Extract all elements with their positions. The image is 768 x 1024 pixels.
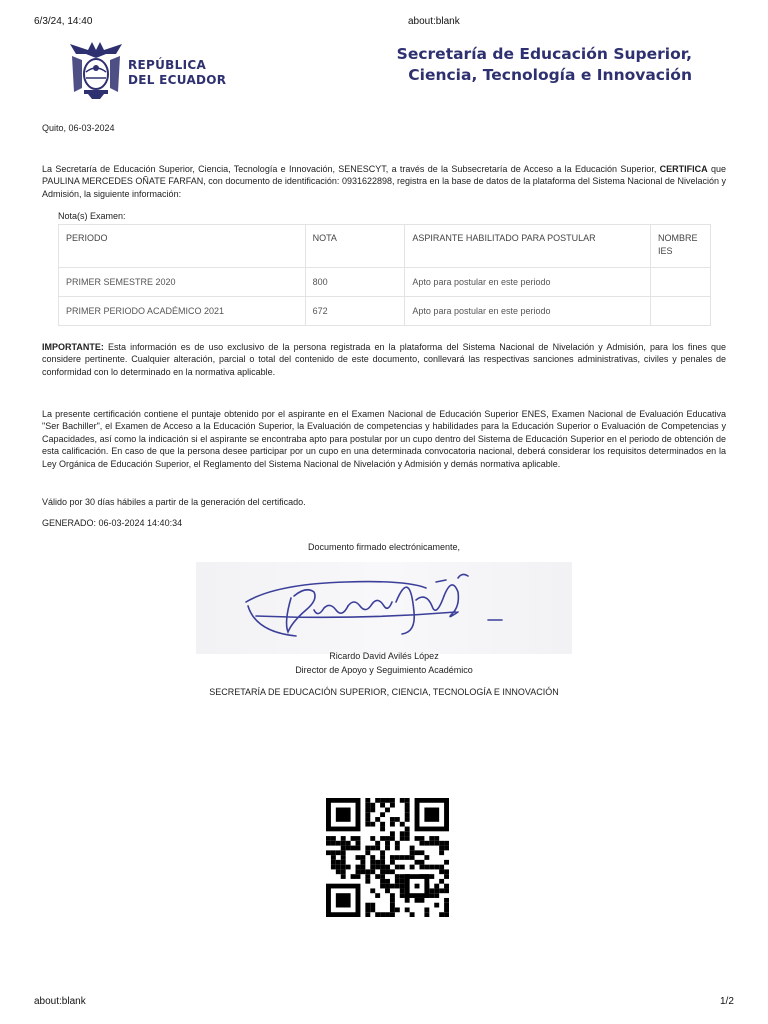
intro-text-2: que PAULINA MERCEDES OÑATE FARFAN, con documento de identificación: 0931622898, registra en la base de datos de la plataforma del Sistema Nacional de Nivelación y Admisión, la siguiente información:	[42, 164, 726, 199]
generated-timestamp: GENERADO: 06-03-2024 14:40:34	[42, 518, 183, 528]
signer-title: Director de Apoyo y Seguimiento Académico	[295, 665, 473, 675]
row-ies	[650, 297, 710, 326]
table-row	[59, 268, 711, 297]
signature-graphic	[196, 562, 572, 654]
row-nota: 800	[305, 268, 405, 297]
header-nota: NOTA	[305, 225, 405, 268]
header-aspirante: ASPIRANTE HABILITADO PARA POSTULAR	[405, 225, 651, 268]
important-paragraph	[42, 341, 726, 378]
signer-name: Ricardo David Avilés López	[329, 651, 439, 661]
institution-name: SECRETARÍA DE EDUCACIÓN SUPERIOR, CIENCIA, TECNOLOGÍA E INNOVACIÓN	[209, 687, 559, 697]
ministry-line-1: Secretaría de Educación Superior,	[396, 45, 692, 63]
row-aspirante: Apto para postular en este periodo	[405, 297, 651, 326]
ministry-line-2: Ciencia, Tecnología e Innovación	[408, 66, 692, 84]
notes-label: Nota(s) Examen:	[58, 211, 126, 221]
row-periodo: PRIMER SEMESTRE 2020	[59, 268, 306, 297]
ministry-title	[397, 44, 692, 86]
country-line-1: REPÚBLICA	[128, 58, 207, 72]
certification-paragraph: La presente certificación contiene el puntaje obtenido por el aspirante en el Examen Nacional de Educación Superior ENES, Examen Nacional de Evaluación Educativa "Ser Bachiller", el Examen de Acceso a la Educación Superior, la Evaluación de competencias y habilidades para la Educación Superior o Evaluación de Competencias y Capacidades, así como la indicación si el aspirante se encontraba apto para postular por un cupo dentro del Sistema de Educación Superior en el periodo de obtención de esta calificación. En caso de que la persona desee participar por un cupo en una determinada convocatoria nacional, deberá considerar los requisitos determinados en la Ley Orgánica de Educación Superior, el Reglamento del Sistema Nacional de Nivelación y Admisión y demás normativa aplicable.	[42, 409, 726, 469]
exam-notes-table	[58, 224, 711, 326]
signature-image	[196, 562, 572, 654]
signed-note: Documento firmado electrónicamente,	[307, 542, 461, 552]
intro-text-1: La Secretaría de Educación Superior, Ciencia, Tecnología e Innovación, SENESCYT, a través de la Subsecretaría de Acceso a la Educación Superior,	[42, 164, 660, 174]
row-nota: 672	[305, 297, 405, 326]
qr-code-icon	[326, 798, 449, 917]
header-nombre-ies: NOMBRE IES	[650, 225, 710, 268]
row-periodo: PRIMER PERIODO ACADÉMICO 2021	[59, 297, 306, 326]
country-line-2: DEL ECUADOR	[128, 73, 227, 87]
certifica-label: CERTIFICA	[659, 164, 708, 174]
print-url: about:blank	[408, 16, 460, 27]
row-ies	[650, 268, 710, 297]
qr-code-graphic	[326, 798, 449, 917]
important-label: IMPORTANTE:	[42, 342, 104, 352]
header-periodo: PERIODO	[59, 225, 306, 268]
print-datetime: 6/3/24, 14:40	[34, 16, 93, 27]
republic-logo	[66, 36, 226, 102]
country-name	[128, 58, 226, 88]
place-date: Quito, 06-03-2024	[42, 123, 115, 133]
row-aspirante: Apto para postular en este periodo	[405, 268, 651, 297]
page-number: 1/2	[720, 996, 734, 1007]
important-text: Esta información es de uso exclusivo de la persona registrada en la plataforma del Sistema Nacional de Nivelación y Admisión, para los fines que considere pertinente. Cualquier alteración, parcial o total del contenido de este documento, conllevará las respectivas sanciones administrativas, civiles y penales de conformidad con lo determinado en la normativa aplicable.	[42, 342, 726, 377]
table-header-row	[59, 225, 711, 268]
intro-paragraph	[42, 163, 726, 200]
table-row	[59, 297, 711, 326]
validity-text: Válido por 30 días hábiles a partir de la generación del certificado.	[42, 497, 306, 507]
footer-url: about:blank	[34, 996, 86, 1007]
coat-of-arms-icon	[66, 36, 126, 100]
